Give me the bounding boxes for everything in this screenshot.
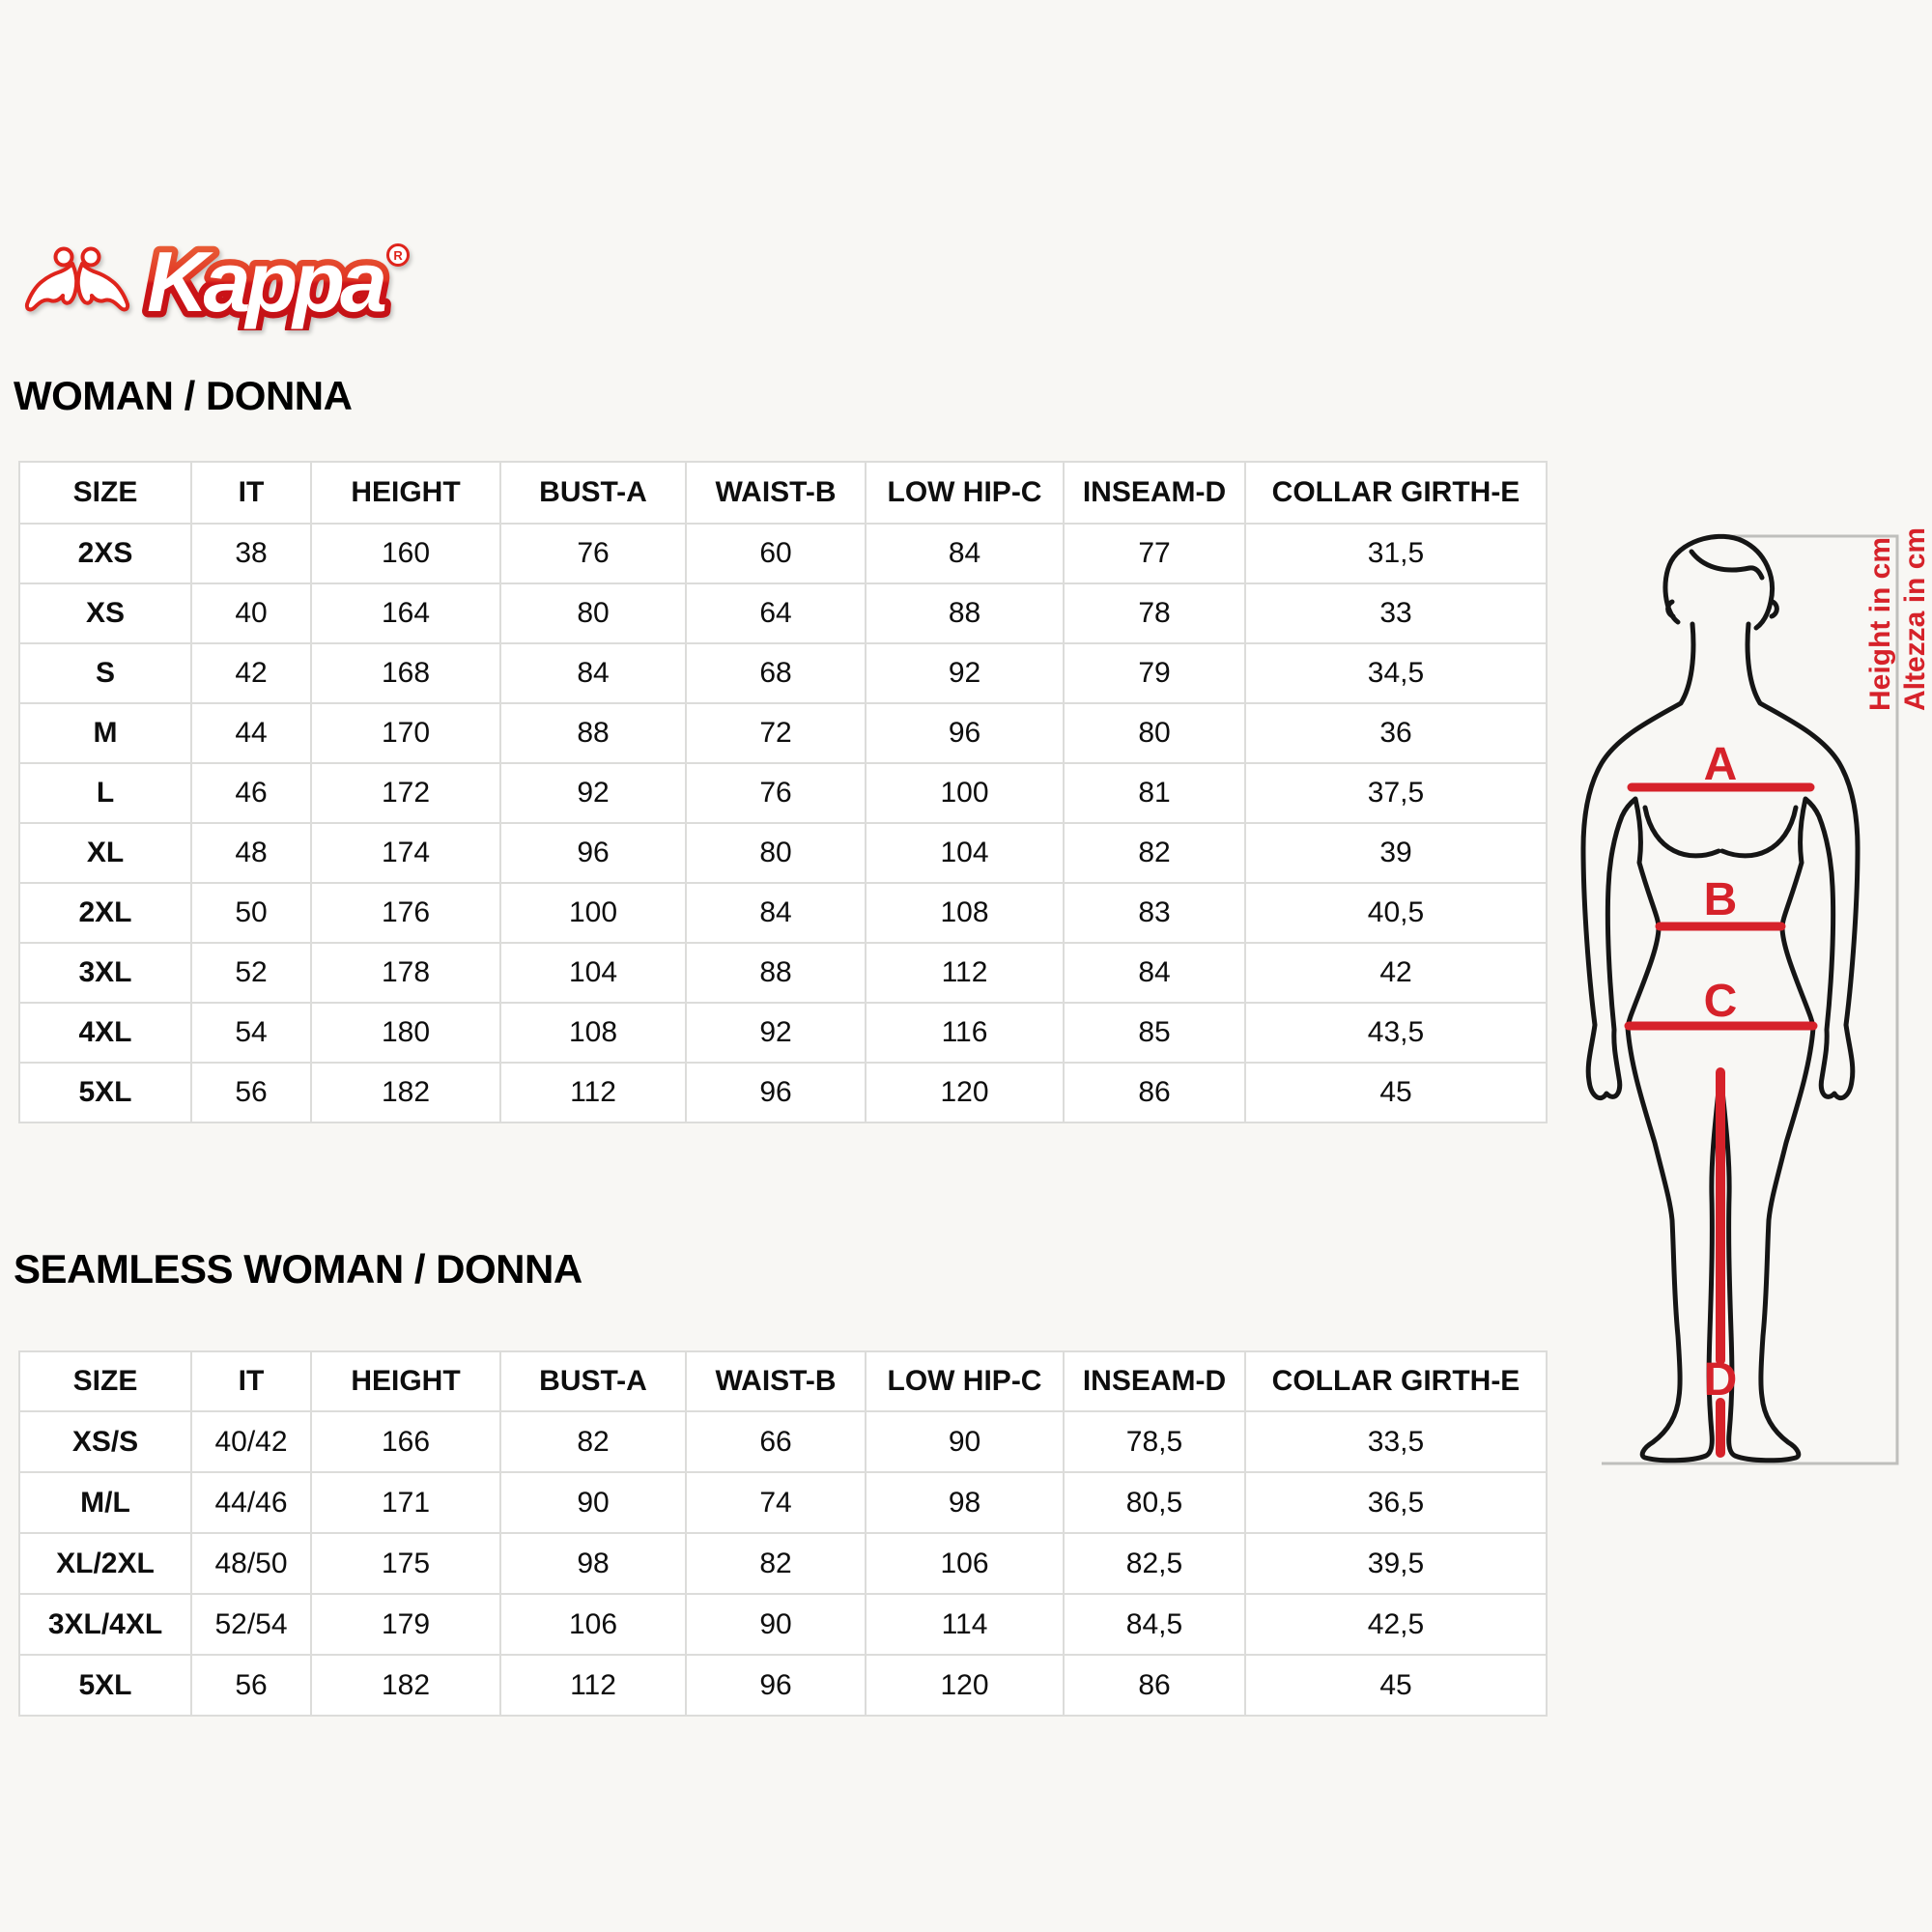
measure-cell: 33 <box>1245 583 1547 643</box>
measure-cell: 84 <box>866 524 1064 583</box>
measure-cell: 80 <box>500 583 686 643</box>
column-header-inseam-d: INSEAM-D <box>1064 462 1245 524</box>
measure-cell: 46 <box>191 763 311 823</box>
measure-cell: 78,5 <box>1064 1411 1245 1472</box>
measure-cell: 106 <box>866 1533 1064 1594</box>
measure-cell: 92 <box>500 763 686 823</box>
size-cell: M/L <box>19 1472 191 1533</box>
measure-cell: 96 <box>500 823 686 883</box>
measure-cell: 84,5 <box>1064 1594 1245 1655</box>
measure-cell: 45 <box>1245 1655 1547 1716</box>
measure-cell: 182 <box>311 1655 500 1716</box>
bust-label-a: A <box>1703 739 1738 790</box>
measure-cell: 42,5 <box>1245 1594 1547 1655</box>
measure-cell: 120 <box>866 1655 1064 1716</box>
table-row <box>19 1003 1547 1063</box>
column-header-bust-a: BUST-A <box>500 1351 686 1411</box>
measure-cell: 84 <box>500 643 686 703</box>
measure-cell: 39 <box>1245 823 1547 883</box>
column-header-height: HEIGHT <box>311 1351 500 1411</box>
measure-cell: 84 <box>1064 943 1245 1003</box>
measure-cell: 40/42 <box>191 1411 311 1472</box>
kappa-logo <box>19 228 425 330</box>
size-cell: 3XL <box>19 943 191 1003</box>
measure-cell: 160 <box>311 524 500 583</box>
column-header-waist-b: WAIST-B <box>686 462 866 524</box>
measure-cell: 36 <box>1245 703 1547 763</box>
size-cell: 2XS <box>19 524 191 583</box>
measure-cell: 82 <box>500 1411 686 1472</box>
measure-cell: 84 <box>686 883 866 943</box>
measure-cell: 36,5 <box>1245 1472 1547 1533</box>
measure-cell: 34,5 <box>1245 643 1547 703</box>
measure-cell: 44/46 <box>191 1472 311 1533</box>
measure-cell: 38 <box>191 524 311 583</box>
height-label-en: Height in cm <box>1864 536 1896 711</box>
measure-cell: 45 <box>1245 1063 1547 1122</box>
measure-cell: 108 <box>500 1003 686 1063</box>
measure-cell: 83 <box>1064 883 1245 943</box>
size-cell: XS <box>19 583 191 643</box>
size-cell: 5XL <box>19 1655 191 1716</box>
column-header-height: HEIGHT <box>311 462 500 524</box>
size-cell: M <box>19 703 191 763</box>
table-row <box>19 943 1547 1003</box>
size-cell: L <box>19 763 191 823</box>
section-title-seamless-woman: SEAMLESS WOMAN / DONNA <box>14 1246 582 1292</box>
measure-cell: 52 <box>191 943 311 1003</box>
measure-cell: 82 <box>1064 823 1245 883</box>
measure-cell: 90 <box>866 1411 1064 1472</box>
header-row <box>19 1351 1547 1411</box>
table-row <box>19 1063 1547 1122</box>
size-cell: 4XL <box>19 1003 191 1063</box>
table-row <box>19 1655 1547 1716</box>
column-header-inseam-d: INSEAM-D <box>1064 1351 1245 1411</box>
measure-cell: 40 <box>191 583 311 643</box>
registered-r: R <box>393 248 403 263</box>
measure-cell: 86 <box>1064 1063 1245 1122</box>
measure-cell: 37,5 <box>1245 763 1547 823</box>
measure-cell: 104 <box>866 823 1064 883</box>
measure-cell: 92 <box>866 643 1064 703</box>
section-title-woman: WOMAN / DONNA <box>14 373 353 418</box>
measure-cell: 171 <box>311 1472 500 1533</box>
measure-cell: 48 <box>191 823 311 883</box>
measure-cell: 180 <box>311 1003 500 1063</box>
size-cell: XL/2XL <box>19 1533 191 1594</box>
size-cell: 2XL <box>19 883 191 943</box>
column-header-collar-girth-e: COLLAR GIRTH-E <box>1245 1351 1547 1411</box>
waist-label-b: B <box>1703 874 1738 925</box>
measure-cell: 170 <box>311 703 500 763</box>
header-row <box>19 462 1547 524</box>
measure-cell: 56 <box>191 1063 311 1122</box>
measure-cell: 92 <box>686 1003 866 1063</box>
measure-cell: 108 <box>866 883 1064 943</box>
measure-cell: 76 <box>500 524 686 583</box>
measure-cell: 175 <box>311 1533 500 1594</box>
measure-cell: 176 <box>311 883 500 943</box>
height-label-it: Altezza in cm <box>1899 526 1931 711</box>
table-row <box>19 1411 1547 1472</box>
table-row <box>19 823 1547 883</box>
size-cell: 3XL/4XL <box>19 1594 191 1655</box>
measure-cell: 77 <box>1064 524 1245 583</box>
measure-cell: 50 <box>191 883 311 943</box>
table-row <box>19 583 1547 643</box>
measure-cell: 31,5 <box>1245 524 1547 583</box>
measure-cell: 88 <box>500 703 686 763</box>
measure-cell: 60 <box>686 524 866 583</box>
column-header-size: SIZE <box>19 1351 191 1411</box>
measure-cell: 96 <box>866 703 1064 763</box>
size-cell: S <box>19 643 191 703</box>
measure-cell: 79 <box>1064 643 1245 703</box>
measure-cell: 42 <box>191 643 311 703</box>
column-header-it: IT <box>191 462 311 524</box>
measure-cell: 90 <box>686 1594 866 1655</box>
measure-cell: 80 <box>1064 703 1245 763</box>
measure-cell: 100 <box>500 883 686 943</box>
measure-cell: 104 <box>500 943 686 1003</box>
measure-cell: 88 <box>686 943 866 1003</box>
table-row <box>19 763 1547 823</box>
measure-cell: 80 <box>686 823 866 883</box>
kappa-figures-icon <box>27 249 128 310</box>
column-header-low-hip-c: LOW HIP-C <box>866 1351 1064 1411</box>
table-row <box>19 524 1547 583</box>
measure-cell: 114 <box>866 1594 1064 1655</box>
measure-cell: 166 <box>311 1411 500 1472</box>
measure-cell: 33,5 <box>1245 1411 1547 1472</box>
measure-cell: 85 <box>1064 1003 1245 1063</box>
measure-cell: 96 <box>686 1655 866 1716</box>
measure-cell: 82 <box>686 1533 866 1594</box>
measure-cell: 68 <box>686 643 866 703</box>
measure-cell: 52/54 <box>191 1594 311 1655</box>
column-header-size: SIZE <box>19 462 191 524</box>
size-cell: XS/S <box>19 1411 191 1472</box>
table-row <box>19 1472 1547 1533</box>
measure-cell: 120 <box>866 1063 1064 1122</box>
measure-cell: 172 <box>311 763 500 823</box>
size-table-woman <box>18 461 1548 1123</box>
column-header-it: IT <box>191 1351 311 1411</box>
measure-cell: 76 <box>686 763 866 823</box>
column-header-bust-a: BUST-A <box>500 462 686 524</box>
measure-cell: 86 <box>1064 1655 1245 1716</box>
measure-cell: 100 <box>866 763 1064 823</box>
measure-cell: 42 <box>1245 943 1547 1003</box>
measure-cell: 112 <box>500 1063 686 1122</box>
measure-cell: 78 <box>1064 583 1245 643</box>
table-row <box>19 643 1547 703</box>
table-row <box>19 1594 1547 1655</box>
measure-cell: 43,5 <box>1245 1003 1547 1063</box>
measure-cell: 98 <box>866 1472 1064 1533</box>
measure-cell: 90 <box>500 1472 686 1533</box>
measure-cell: 112 <box>500 1655 686 1716</box>
measure-cell: 66 <box>686 1411 866 1472</box>
measure-cell: 168 <box>311 643 500 703</box>
measure-cell: 178 <box>311 943 500 1003</box>
measure-cell: 112 <box>866 943 1064 1003</box>
measure-cell: 64 <box>686 583 866 643</box>
registered-trademark-icon <box>388 245 409 266</box>
measure-cell: 74 <box>686 1472 866 1533</box>
measure-cell: 174 <box>311 823 500 883</box>
inseam-label-d: D <box>1703 1354 1738 1406</box>
measure-cell: 80,5 <box>1064 1472 1245 1533</box>
measure-cell: 54 <box>191 1003 311 1063</box>
measure-cell: 44 <box>191 703 311 763</box>
size-cell: 5XL <box>19 1063 191 1122</box>
body-measurement-figure <box>1546 522 1932 1478</box>
hip-label-c: C <box>1703 976 1738 1027</box>
measure-cell: 179 <box>311 1594 500 1655</box>
table-row <box>19 1533 1547 1594</box>
measure-cell: 98 <box>500 1533 686 1594</box>
measure-cell: 48/50 <box>191 1533 311 1594</box>
size-cell: XL <box>19 823 191 883</box>
measure-cell: 40,5 <box>1245 883 1547 943</box>
column-header-waist-b: WAIST-B <box>686 1351 866 1411</box>
measure-cell: 56 <box>191 1655 311 1716</box>
column-header-low-hip-c: LOW HIP-C <box>866 462 1064 524</box>
measure-cell: 106 <box>500 1594 686 1655</box>
measure-cell: 82,5 <box>1064 1533 1245 1594</box>
table-row <box>19 883 1547 943</box>
measure-cell: 96 <box>686 1063 866 1122</box>
measure-cell: 182 <box>311 1063 500 1122</box>
measure-cell: 164 <box>311 583 500 643</box>
measure-cell: 88 <box>866 583 1064 643</box>
kappa-wordmark: Kappa <box>147 234 383 329</box>
measure-cell: 81 <box>1064 763 1245 823</box>
column-header-collar-girth-e: COLLAR GIRTH-E <box>1245 462 1547 524</box>
size-table-seamless-woman <box>18 1350 1548 1717</box>
measure-cell: 72 <box>686 703 866 763</box>
measure-cell: 116 <box>866 1003 1064 1063</box>
measure-cell: 39,5 <box>1245 1533 1547 1594</box>
table-row <box>19 703 1547 763</box>
